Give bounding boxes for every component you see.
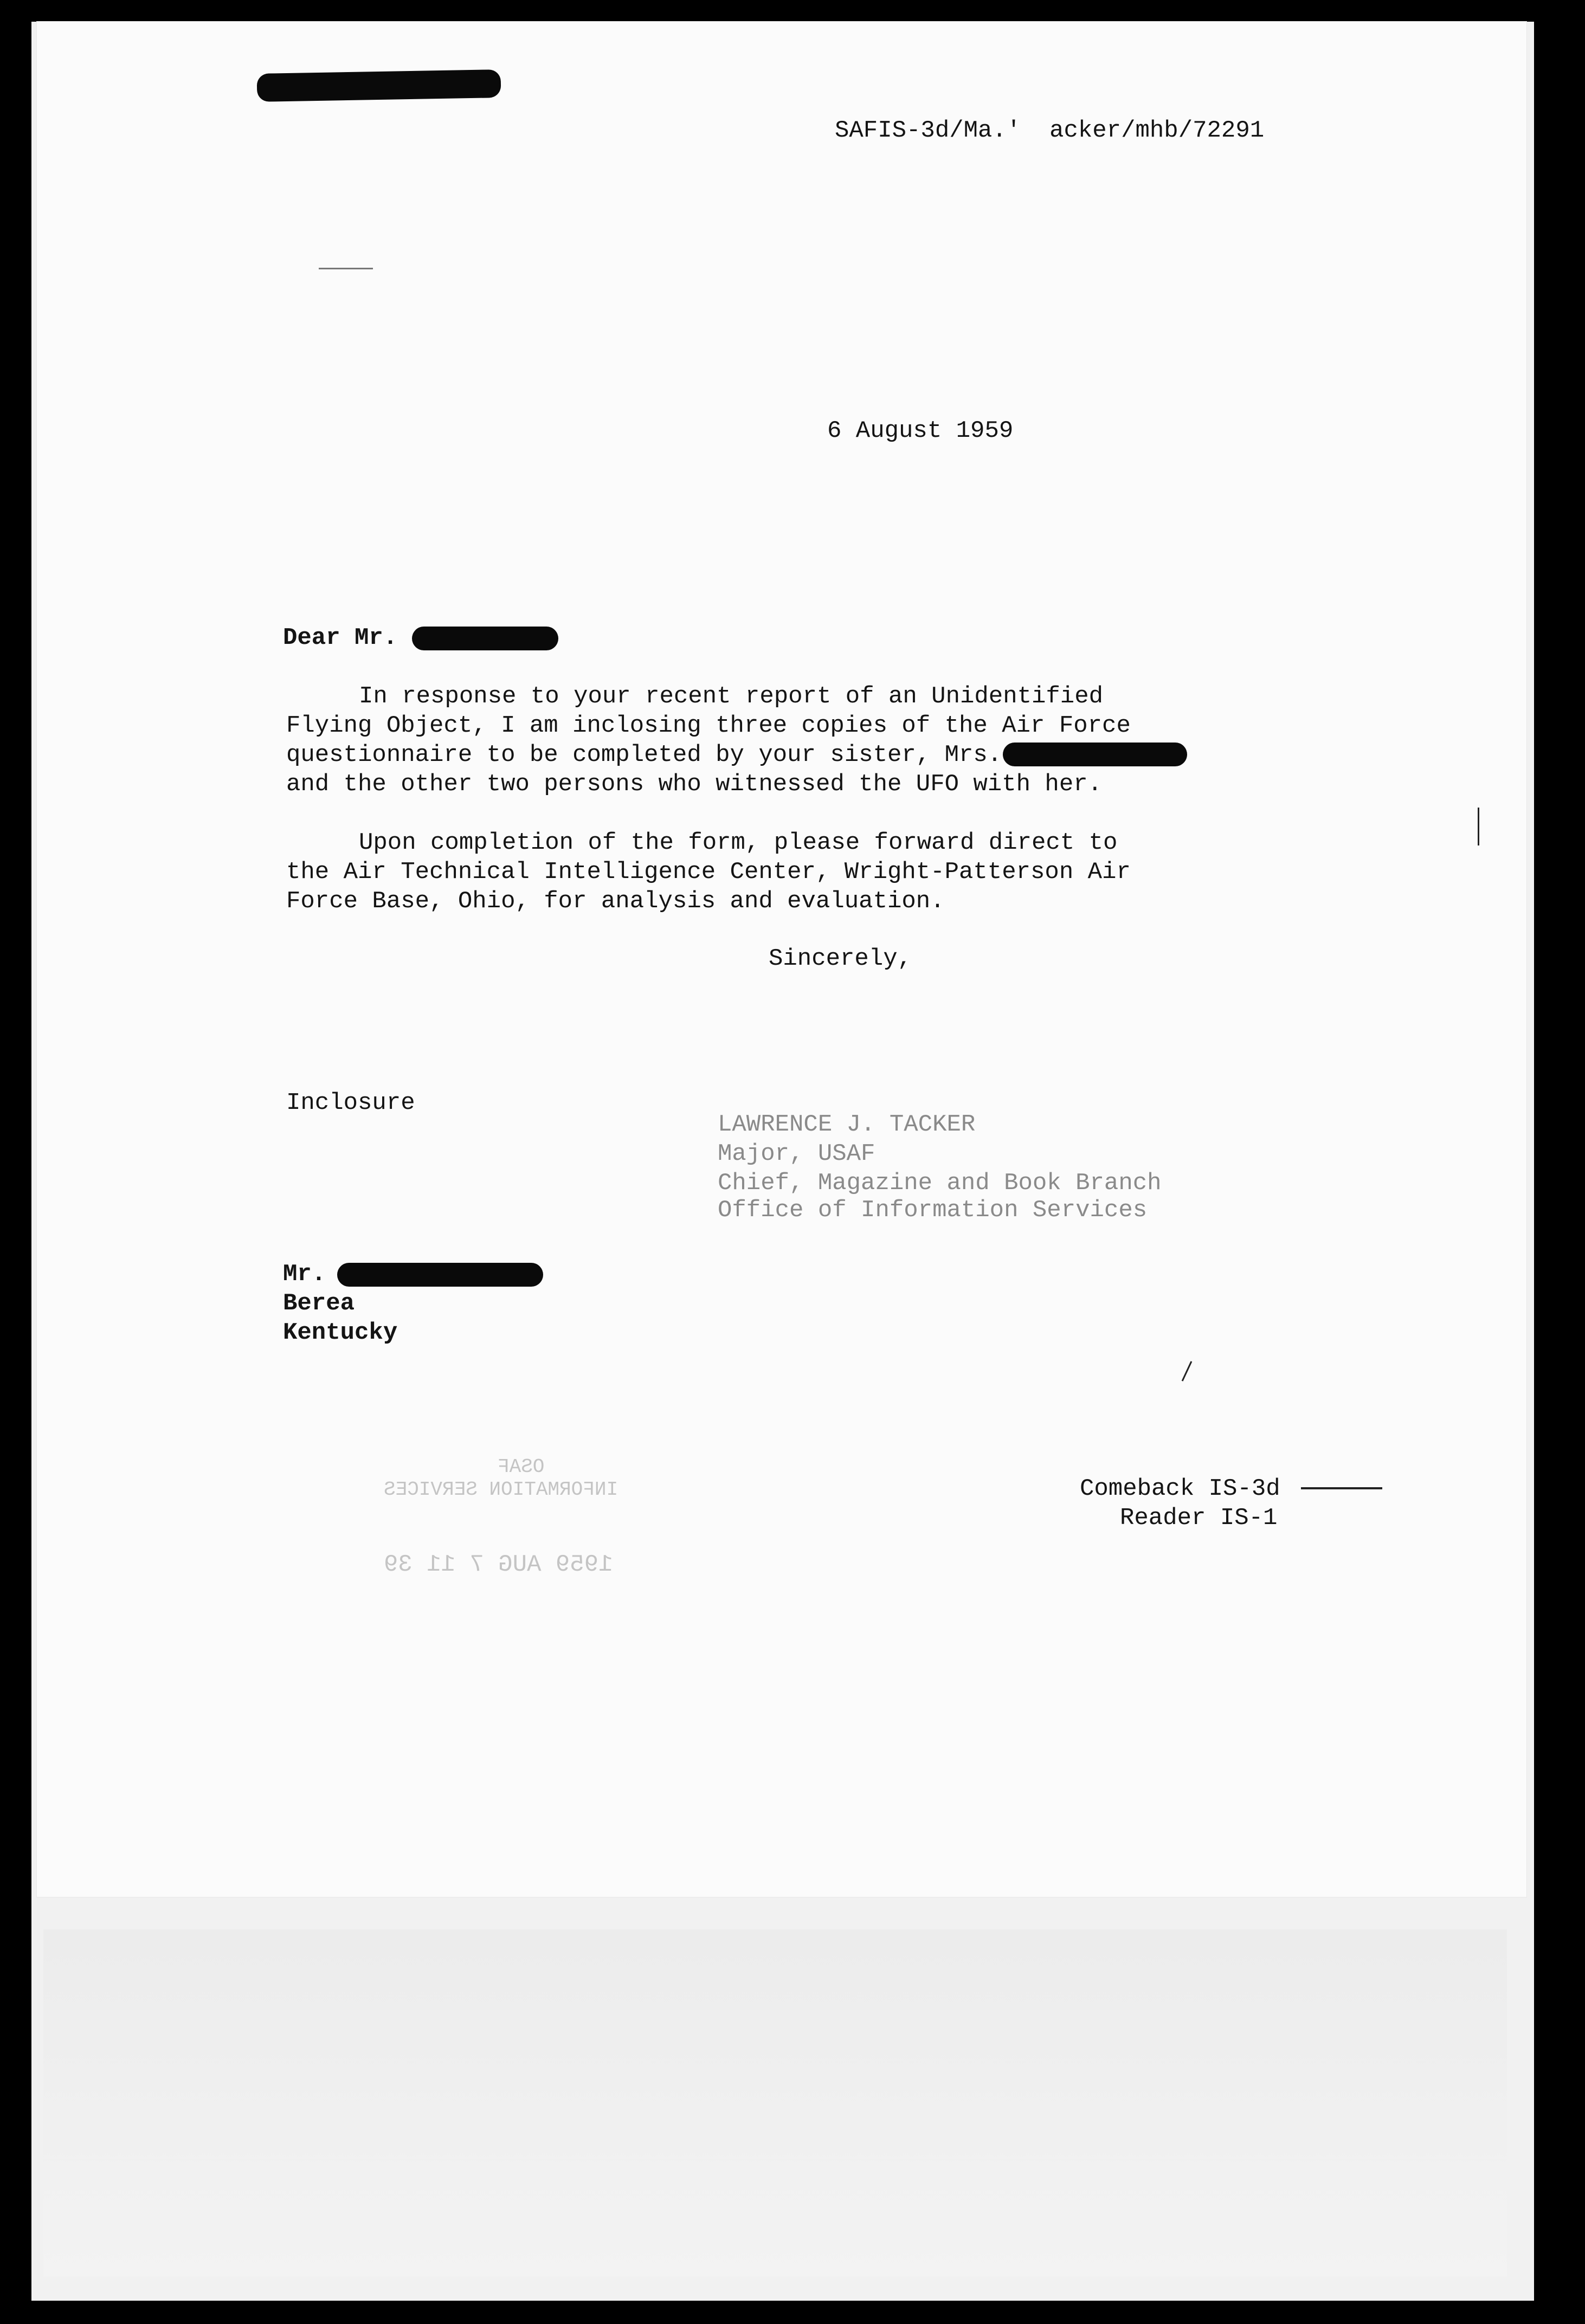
margin-slash xyxy=(1182,1361,1193,1382)
letter-page xyxy=(37,22,1526,1897)
paragraph1-line3: questionnaire to be completed by your sister, Mrs. xyxy=(286,741,1002,769)
routing-comeback: Comeback IS-3d xyxy=(1080,1475,1280,1502)
salutation: Dear Mr. xyxy=(283,624,398,651)
signature-rank: Major, USAF xyxy=(718,1140,875,1167)
signature-name: LAWRENCE J. TACKER xyxy=(718,1111,976,1138)
signature-title: Chief, Magazine and Book Branch xyxy=(718,1170,1162,1197)
routing-reader: Reader IS-1 xyxy=(1120,1505,1278,1532)
paragraph2-line3: Force Base, Ohio, for analysis and evaluation. xyxy=(286,888,945,915)
closing: Sincerely, xyxy=(769,945,912,972)
sister-name-redaction xyxy=(1003,743,1187,766)
enclosure-note: Inclosure xyxy=(286,1089,415,1116)
paragraph1-line1: In response to your recent report of an Unidentified xyxy=(359,683,1104,710)
addressee-prefix: Mr. xyxy=(283,1261,326,1288)
salutation-name-redaction xyxy=(412,627,558,650)
reference-code: SAFIS-3d/Ma.' acker/mhb/72291 xyxy=(835,117,1265,144)
header-redaction xyxy=(257,69,501,102)
lower-margin xyxy=(43,1929,1507,2276)
margin-dash xyxy=(319,268,373,269)
signature-office: Office of Information Services xyxy=(718,1197,1148,1224)
paragraph2-line2: the Air Technical Intelligence Center, Wright-Patterson Air xyxy=(286,858,1131,886)
addressee-city: Berea xyxy=(283,1290,355,1317)
routing-dash xyxy=(1301,1487,1382,1489)
bleedthrough-stamp-line1: OSAF xyxy=(498,1456,545,1478)
letter-date: 6 August 1959 xyxy=(827,417,1014,444)
paragraph1-line2: Flying Object, I am inclosing three copies of the Air Force xyxy=(286,712,1131,739)
addressee-state: Kentucky xyxy=(283,1319,398,1346)
paragraph1-line4: and the other two persons who witnessed the UFO with her. xyxy=(286,771,1103,798)
bleedthrough-stamp-line3: 1959 AUG 7 11 39 xyxy=(384,1551,613,1578)
paragraph2-line1: Upon completion of the form, please forward direct to xyxy=(359,829,1118,856)
addressee-name-redaction xyxy=(337,1263,543,1287)
bleedthrough-stamp-line2: INFORMATION SERVICES xyxy=(384,1479,618,1501)
margin-tick xyxy=(1478,808,1479,845)
